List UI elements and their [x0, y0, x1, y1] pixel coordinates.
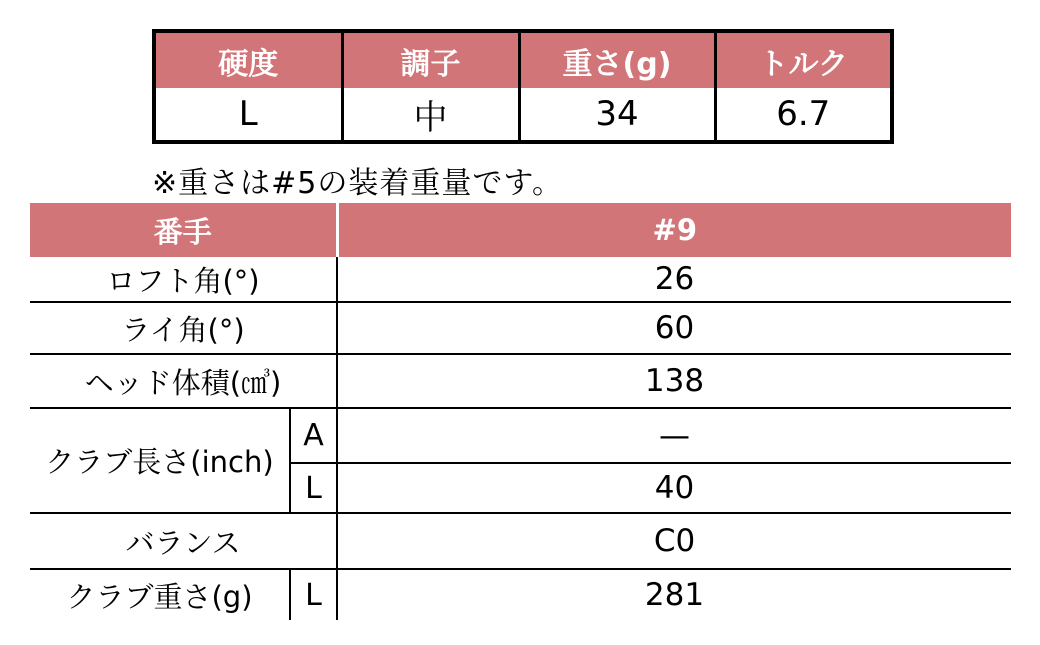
lie-angle-value: 60 [337, 302, 1011, 354]
head-volume-label: ヘッド体積(㎤) [30, 354, 337, 408]
shaft-spec-table [152, 29, 894, 144]
shaft-header-weight: 重さ(g) [519, 31, 715, 88]
weight-note: ※重さは#5の装着重量です。 [152, 166, 563, 201]
shaft-header-row [154, 31, 892, 88]
shaft-header-hardness: 硬度 [154, 31, 342, 88]
lie-angle-row [30, 302, 1011, 354]
head-volume-row [30, 354, 1011, 408]
club-weight-value: 281 [337, 569, 1011, 620]
club-length-a-sub: A [290, 408, 337, 463]
club-spec-table [30, 203, 1011, 620]
club-length-l-value: 40 [337, 463, 1011, 513]
club-length-a-value: — [337, 408, 1011, 463]
loft-angle-label: ロフト角(°) [30, 257, 337, 302]
lie-angle-label: ライ角(°) [30, 302, 337, 354]
spec-header-club: #9 [337, 203, 1011, 257]
loft-angle-value: 26 [337, 257, 1011, 302]
head-volume-value: 138 [337, 354, 1011, 408]
club-length-label: クラブ長さ(inch) [30, 408, 290, 513]
loft-angle-row [30, 257, 1011, 302]
shaft-value-weight: 34 [519, 88, 715, 142]
club-length-a-row [30, 408, 1011, 463]
shaft-header-torque: トルク [715, 31, 892, 88]
club-weight-row [30, 569, 1011, 620]
shaft-header-flex: 調子 [342, 31, 519, 88]
balance-value: C0 [337, 513, 1011, 569]
balance-row [30, 513, 1011, 569]
shaft-value-row [154, 88, 892, 142]
club-weight-sub: L [290, 569, 337, 620]
shaft-value-hardness: L [154, 88, 342, 142]
balance-label: バランス [30, 513, 337, 569]
spec-header-row [30, 203, 1011, 257]
club-length-l-sub: L [290, 463, 337, 513]
shaft-value-flex: 中 [342, 88, 519, 142]
club-weight-label: クラブ重さ(g) [30, 569, 290, 620]
shaft-value-torque: 6.7 [715, 88, 892, 142]
spec-header-number: 番手 [30, 203, 337, 257]
